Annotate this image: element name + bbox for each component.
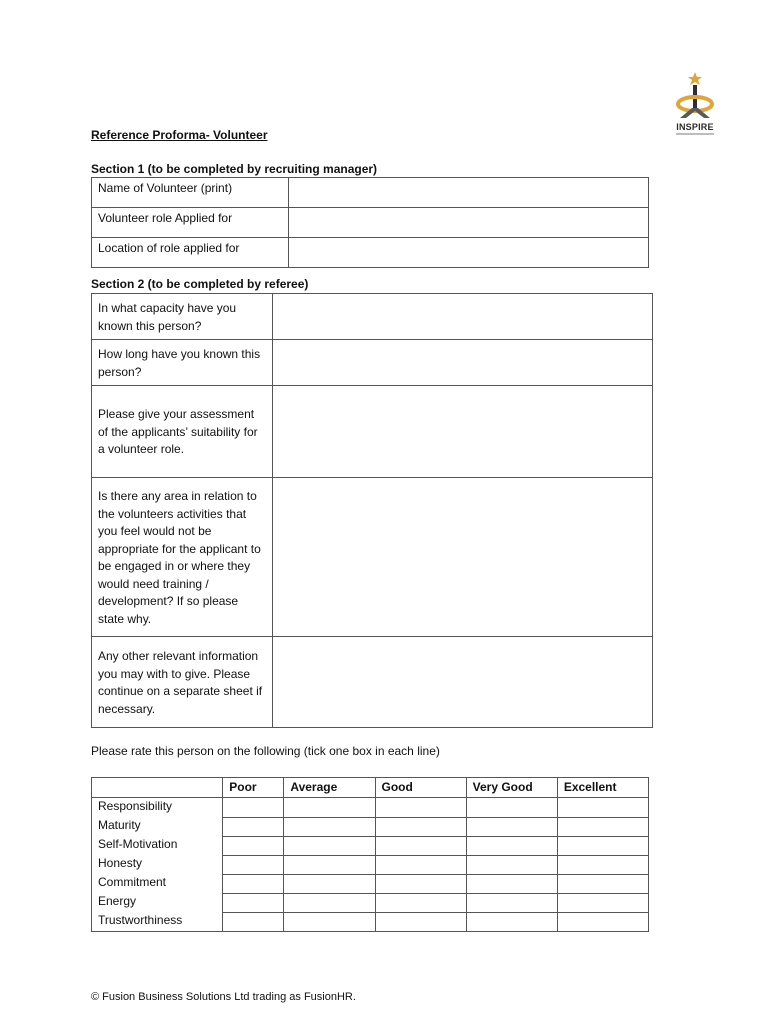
- row-label: Is there any area in relation to the volunteers activities that you feel would not be appropriate for the applicant to be engaged in or where they would need training / development? If so please state why.: [92, 478, 273, 637]
- rating-row: [92, 855, 649, 874]
- rating-box[interactable]: [223, 836, 284, 855]
- table-row: [92, 340, 653, 386]
- rating-box[interactable]: [375, 836, 466, 855]
- capacity-field[interactable]: [273, 294, 653, 340]
- table-row: [92, 637, 653, 728]
- rating-header-row: [92, 778, 649, 798]
- rating-row: [92, 874, 649, 893]
- rating-box[interactable]: [557, 874, 648, 893]
- rating-box[interactable]: [375, 912, 466, 932]
- rating-box[interactable]: [223, 893, 284, 912]
- column-header: Excellent: [557, 778, 648, 798]
- rating-box[interactable]: [375, 798, 466, 818]
- inspire-emblem-icon: [672, 70, 718, 122]
- row-label: Any other relevant information you may with to give. Please continue on a separate sheet if necessary.: [92, 637, 273, 728]
- logo-text: INSPIRE: [676, 122, 714, 132]
- rating-box[interactable]: [466, 912, 557, 932]
- rating-box[interactable]: [223, 855, 284, 874]
- rating-box[interactable]: [284, 893, 375, 912]
- row-label: How long have you known this person?: [92, 340, 273, 386]
- rating-box[interactable]: [557, 817, 648, 836]
- table-row: [92, 178, 649, 208]
- section1-table: [91, 177, 649, 268]
- rating-box[interactable]: [557, 836, 648, 855]
- table-row: [92, 238, 649, 268]
- rating-box[interactable]: [466, 874, 557, 893]
- role-applied-field[interactable]: [289, 208, 649, 238]
- other-info-field[interactable]: [273, 637, 653, 728]
- column-header: Poor: [223, 778, 284, 798]
- rating-box[interactable]: [375, 855, 466, 874]
- role-location-field[interactable]: [289, 238, 649, 268]
- rating-label: Commitment: [92, 874, 223, 893]
- column-header: Very Good: [466, 778, 557, 798]
- rating-box[interactable]: [557, 912, 648, 932]
- rating-box[interactable]: [375, 817, 466, 836]
- rating-box[interactable]: [284, 798, 375, 818]
- table-row: [92, 478, 653, 637]
- rating-row: [92, 912, 649, 932]
- duration-field[interactable]: [273, 340, 653, 386]
- row-label: In what capacity have you known this person?: [92, 294, 273, 340]
- rating-box[interactable]: [375, 874, 466, 893]
- rating-label: Maturity: [92, 817, 223, 836]
- rating-row: [92, 836, 649, 855]
- rating-box[interactable]: [284, 874, 375, 893]
- logo-tagline: [676, 133, 714, 135]
- rating-row: [92, 798, 649, 818]
- rating-label: Energy: [92, 893, 223, 912]
- rating-label: Honesty: [92, 855, 223, 874]
- rating-label: Self-Motivation: [92, 836, 223, 855]
- rating-box[interactable]: [557, 893, 648, 912]
- rating-row: [92, 893, 649, 912]
- column-header: Good: [375, 778, 466, 798]
- rating-instructions: Please rate this person on the following (tick one box in each line): [91, 744, 440, 758]
- rating-box[interactable]: [284, 912, 375, 932]
- rating-label: Trustworthiness: [92, 912, 223, 932]
- rating-box[interactable]: [466, 836, 557, 855]
- rating-box[interactable]: [466, 893, 557, 912]
- assessment-field[interactable]: [273, 386, 653, 478]
- rating-table: [91, 777, 649, 932]
- rating-row: [92, 817, 649, 836]
- rating-box[interactable]: [223, 912, 284, 932]
- rating-header-blank: [92, 778, 223, 798]
- row-label: Please give your assessment of the applicants’ suitability for a volunteer role.: [92, 386, 273, 478]
- rating-box[interactable]: [223, 798, 284, 818]
- table-row: [92, 208, 649, 238]
- rating-box[interactable]: [466, 798, 557, 818]
- rating-box[interactable]: [284, 836, 375, 855]
- rating-label: Responsibility: [92, 798, 223, 818]
- rating-box[interactable]: [375, 893, 466, 912]
- page-title: Reference Proforma- Volunteer: [91, 128, 268, 142]
- row-label: Name of Volunteer (print): [92, 178, 289, 208]
- row-label: Location of role applied for: [92, 238, 289, 268]
- rating-box[interactable]: [557, 798, 648, 818]
- inspire-logo: [672, 70, 718, 138]
- section2-table: [91, 293, 653, 728]
- rating-box[interactable]: [284, 855, 375, 874]
- rating-box[interactable]: [466, 817, 557, 836]
- rating-box[interactable]: [466, 855, 557, 874]
- column-header: Average: [284, 778, 375, 798]
- rating-box[interactable]: [223, 874, 284, 893]
- section1-heading: Section 1 (to be completed by recruiting manager): [91, 162, 378, 176]
- rating-box[interactable]: [223, 817, 284, 836]
- table-row: [92, 294, 653, 340]
- restrictions-field[interactable]: [273, 478, 653, 637]
- row-label: Volunteer role Applied for: [92, 208, 289, 238]
- footer-copyright: © Fusion Business Solutions Ltd trading as FusionHR.: [91, 991, 356, 1003]
- rating-box[interactable]: [284, 817, 375, 836]
- volunteer-name-field[interactable]: [289, 178, 649, 208]
- section2-heading: Section 2 (to be completed by referee): [91, 277, 309, 291]
- rating-box[interactable]: [557, 855, 648, 874]
- table-row: [92, 386, 653, 478]
